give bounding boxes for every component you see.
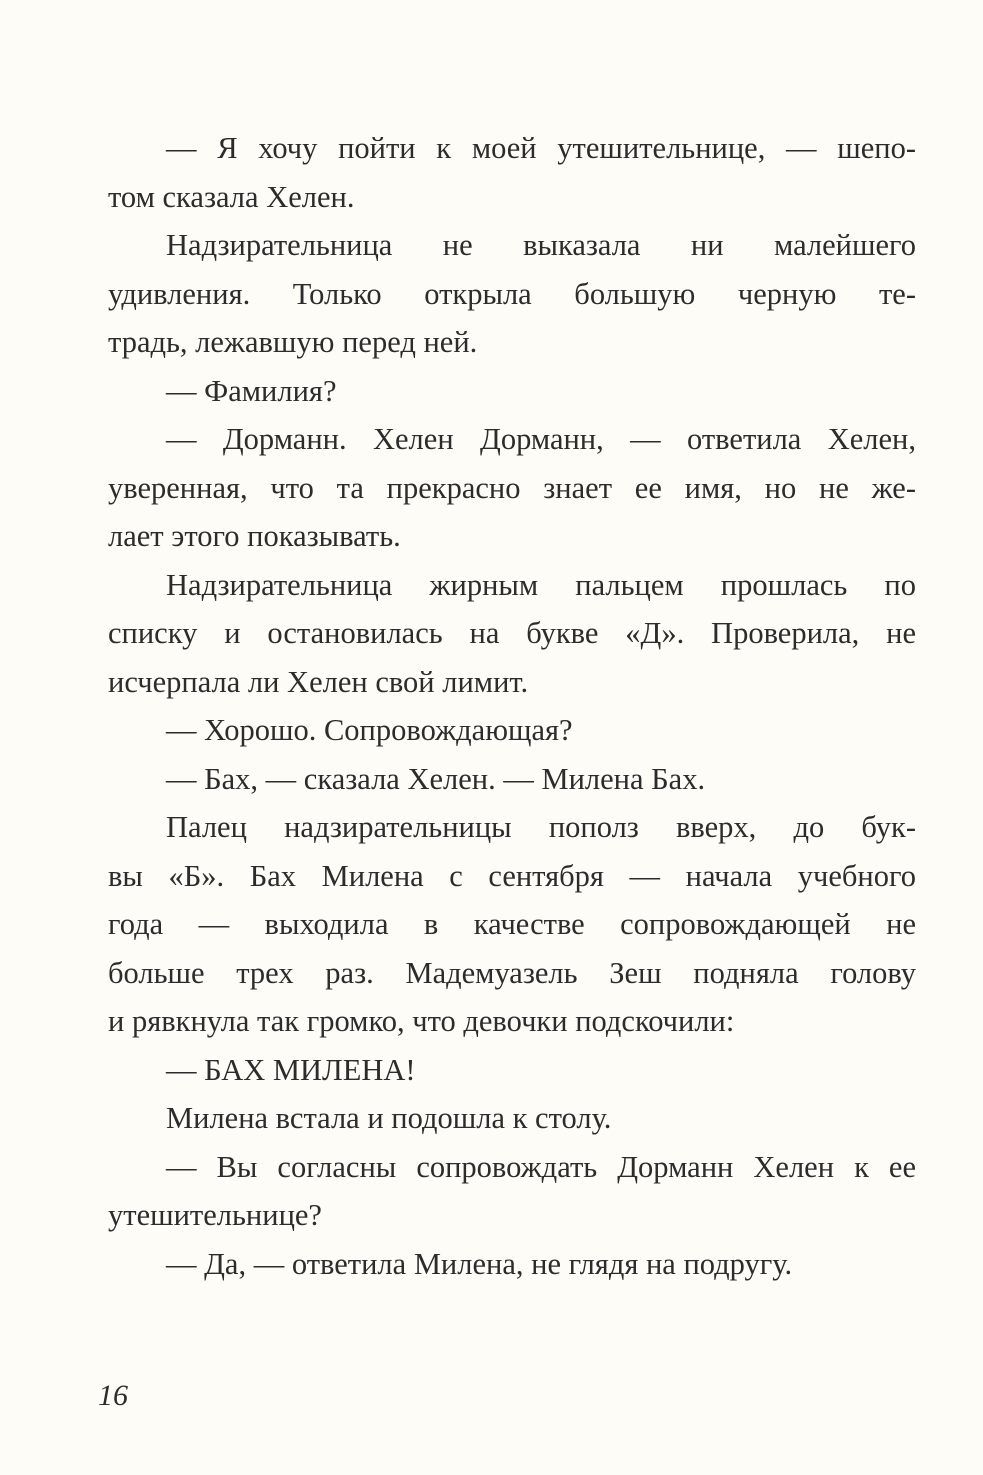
text-line: года — выходила в качестве сопровождающей не bbox=[108, 907, 916, 941]
body-text bbox=[108, 124, 916, 1288]
text-line: исчерпала ли Хелен свой лимит. bbox=[108, 664, 529, 699]
text-line: — Фамилия? bbox=[166, 373, 337, 408]
text-line: — Бах, — сказала Хелен. — Милена Бах. bbox=[166, 761, 706, 796]
text-line: удивления. Только открыла большую черную те- bbox=[108, 276, 916, 311]
text-line: — Вы согласны сопровождать Дорманн Хелен к ее bbox=[166, 1149, 916, 1184]
text-line: утешительнице? bbox=[108, 1198, 322, 1232]
page-number: 16 bbox=[98, 1379, 128, 1412]
text-line: Надзирательница жирным пальцем прошлась по bbox=[166, 567, 916, 602]
text-line: том сказала Хелен. bbox=[108, 179, 355, 214]
text-line: вы «Б». Бах Милена с сентября — начала учебного bbox=[108, 858, 916, 893]
text-line: Палец надзирательницы пополз вверх, до бук- bbox=[166, 810, 916, 844]
text-line: — БАХ МИЛЕНА! bbox=[166, 1052, 416, 1087]
text-line: — Да, — ответила Милена, не глядя на подругу. bbox=[166, 1246, 793, 1281]
text-line: — Дорманн. Хелен Дорманн, — ответила Хелен, bbox=[166, 422, 916, 456]
text-line: и рявкнула так громко, что девочки подскочили: bbox=[108, 1004, 735, 1038]
text-line: лает этого показывать. bbox=[108, 519, 401, 553]
text-line: Надзирательница не выказала ни малейшего bbox=[166, 228, 916, 262]
text-line: списку и остановилась на букве «Д». Проверила, не bbox=[108, 616, 916, 650]
text-line: уверенная, что та прекрасно знает ее имя, но не же- bbox=[108, 470, 916, 505]
text-line: традь, лежавшую перед ней. bbox=[108, 325, 478, 359]
text-line: Милена встала и подошла к столу. bbox=[166, 1101, 612, 1135]
text-line: — Я хочу пойти к моей утешительнице, — шепо- bbox=[166, 131, 916, 165]
text-line: — Хорошо. Сопровождающая? bbox=[166, 713, 573, 747]
text-line: больше трех раз. Мадемуазель Зеш подняла голову bbox=[108, 955, 916, 990]
